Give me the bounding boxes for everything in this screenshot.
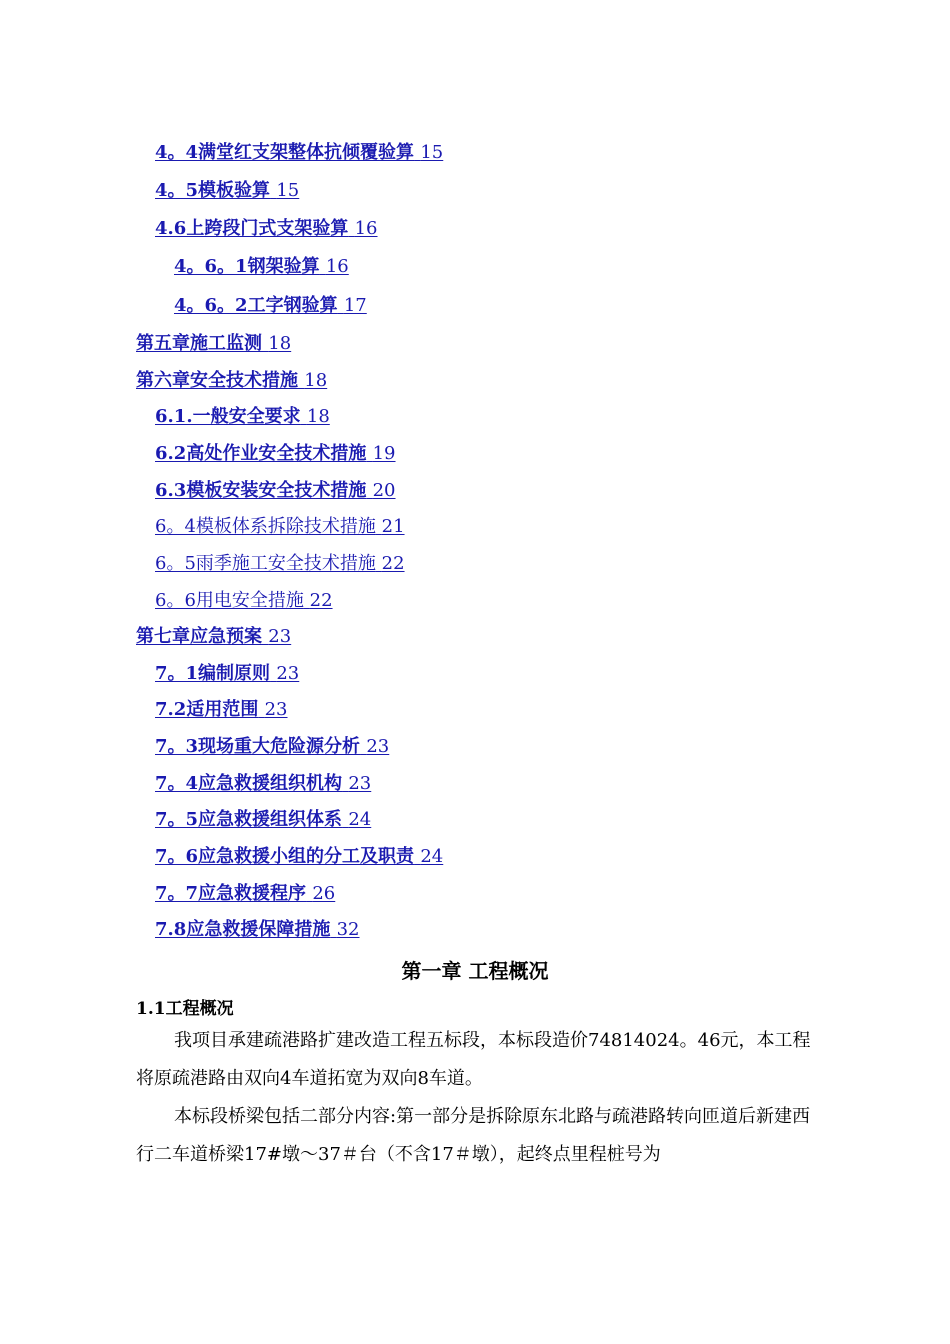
toc-link[interactable]: 6.1.一般安全要求 18 (155, 406, 330, 427)
toc-entry[interactable] (155, 589, 333, 613)
toc-link[interactable]: 7。3现场重大危险源分析 23 (155, 736, 390, 757)
toc-entry[interactable] (155, 882, 335, 906)
toc-link[interactable]: 4。6。2工字钢验算 17 (174, 295, 367, 316)
toc-entry[interactable] (136, 332, 291, 356)
toc-entry[interactable] (155, 735, 389, 759)
toc-link[interactable]: 第六章安全技术措施 18 (136, 370, 328, 391)
toc-link[interactable]: 4.6上跨段门式支架验算 16 (155, 218, 378, 239)
toc-entry[interactable] (174, 294, 367, 318)
chapter-title: 第一章 工程概况 (401, 959, 549, 983)
toc-link[interactable]: 7。1编制原则 23 (155, 663, 300, 684)
toc-entry[interactable] (155, 141, 443, 165)
section-title: 1.1工程概况 (136, 999, 234, 1019)
toc-link[interactable]: 7.2适用范围 23 (155, 699, 288, 720)
toc-link[interactable]: 7。4应急救援组织机构 23 (155, 773, 372, 794)
toc-link[interactable]: 第五章施工监测 18 (136, 333, 292, 354)
toc-link[interactable]: 7.8应急救援保障措施 32 (155, 919, 360, 940)
toc-link[interactable]: 4。5模板验算 15 (155, 180, 300, 201)
toc-link[interactable]: 4。4满堂红支架整体抗倾覆验算 15 (155, 142, 444, 163)
toc-entry[interactable] (155, 845, 443, 869)
toc-entry[interactable] (155, 662, 299, 686)
toc-entry[interactable] (155, 217, 378, 241)
toc-link[interactable]: 6.2高处作业安全技术措施 19 (155, 443, 396, 464)
toc-entry[interactable] (155, 808, 371, 832)
body-paragraph: 我项目承建疏港路扩建改造工程五标段，本标段造价74814024。46元，本工程将原疏港路由双向4车道拓宽为双向8车道。 (136, 1030, 811, 1089)
toc-entry[interactable] (155, 698, 288, 722)
toc-entry[interactable] (155, 479, 396, 503)
toc-entry[interactable] (155, 515, 405, 539)
toc-entry[interactable] (155, 918, 360, 942)
toc-entry[interactable] (155, 772, 371, 796)
toc-link[interactable]: 6。5雨季施工安全技术措施 22 (155, 553, 405, 574)
toc-link[interactable]: 第七章应急预案 23 (136, 626, 292, 647)
toc-entry[interactable] (155, 405, 330, 429)
toc-entry[interactable] (136, 625, 291, 649)
toc-link[interactable]: 7。6应急救援小组的分工及职责 24 (155, 846, 444, 867)
toc-entry[interactable] (136, 369, 327, 393)
body-paragraph: 本标段桥梁包括二部分内容:第一部分是拆除原东北路与疏港路转向匝道后新建西行二车道桥梁17#墩～37＃台（不含17＃墩），起终点里程桩号为 (136, 1106, 811, 1165)
toc-link[interactable]: 6.3模板安装安全技术措施 20 (155, 480, 396, 501)
toc-entry[interactable] (155, 552, 405, 576)
toc-link[interactable]: 7。5应急救援组织体系 24 (155, 809, 372, 830)
toc-link[interactable]: 6。6用电安全措施 22 (155, 590, 333, 611)
toc-entry[interactable] (174, 255, 349, 279)
toc-link[interactable]: 6。4模板体系拆除技术措施 21 (155, 516, 405, 537)
toc-link[interactable]: 4。6。1钢架验算 16 (174, 256, 349, 277)
toc-entry[interactable] (155, 179, 299, 203)
toc-link[interactable]: 7。7应急救援程序 26 (155, 883, 336, 904)
toc-entry[interactable] (155, 442, 396, 466)
